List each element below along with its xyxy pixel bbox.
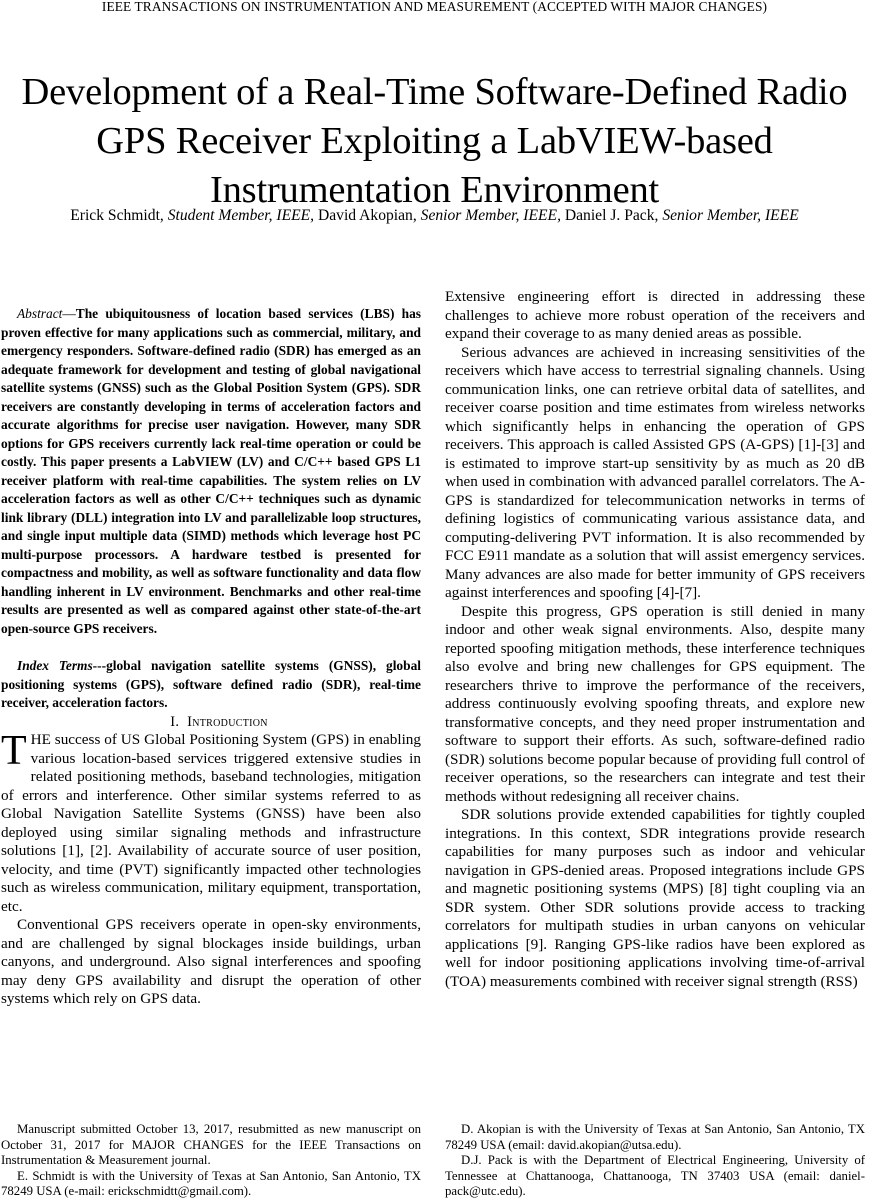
index-terms-dash: --- xyxy=(92,658,107,673)
footnotes-left xyxy=(1,1122,421,1200)
footnote-akopian: D. Akopian is with the University of Texas at San Antonio, San Antonio, TX 78249 USA (email: david.akopian@utsa.edu). xyxy=(445,1122,865,1152)
author-list xyxy=(20,205,849,226)
intro-paragraph-2: Conventional GPS receivers operate in open-sky environments, and are challenged by signal blockages inside buildings, urban canyons, and underground. Also signal interferences and spoofing may deny GPS availability and disrupt the operation of other systems which rely on GPS data. xyxy=(1,916,421,1007)
author-name-2: David Akopian, xyxy=(318,207,417,224)
footnotes-right xyxy=(445,1122,865,1200)
author-role-2: Senior Member, IEEE, xyxy=(420,207,561,224)
footnote-schmidt: E. Schmidt is with the University of Texas at San Antonio, San Antonio, TX 78249 USA (e-mail: erickschmidtt@gmail.com). xyxy=(1,1168,421,1199)
index-terms-label: Index Terms xyxy=(17,658,93,673)
intro-paragraph-5: Despite this progress, GPS operation is still denied in many indoor and other weak signal environments. Also, despite many reported spoofing mitigation methods, these interference techniques also evolve and bring new challenges for GPS equipment. The researchers thrive to improve the performance of the receivers, address continuously evolving spoofing threats, and explore new transformative concepts, and they need proper instrumentation and software to support their efforts. As such, software-defined radio (SDR) solutions become popular because of providing full control of receiver operations, so the researchers can integrate and test their methods without redesigning all receiver chains. xyxy=(445,602,865,805)
abstract xyxy=(1,305,421,638)
author-role-3: Senior Member, IEEE xyxy=(662,207,799,224)
author-name-3: Daniel J. Pack, xyxy=(564,207,659,224)
intro-paragraph-3: Extensive engineering effort is directed in addressing these challenges to achieve more robust operation of the receivers and expand their coverage to as many denied areas as possible. xyxy=(445,288,865,342)
abstract-dash: — xyxy=(62,306,76,321)
abstract-label: Abstract xyxy=(17,306,63,321)
index-terms xyxy=(1,657,421,713)
intro-paragraph-6: SDR solutions provide extended capabilities for tightly coupled integrations. In this context, SDR integrations provide research capabilities for many purposes such as indoor and vehicular navigation in GPS-denied areas. Proposed integrations include GPS and magnetic positioning systems (MPS) [8] tight coupling via an SDR system. Other SDR solutions provide access to tracking correlators for multipath studies in urban canyons on vehicular applications [9]. Ranging GPS-like radios have been explored as well for indoor positioning applications involving time-of-arrival (TOA) measurements combined with receiver signal strength (RSS) xyxy=(445,806,865,990)
footnote-manuscript: Manuscript submitted October 13, 2017, resubmitted as new manuscript on October 31, 2017 for MAJOR CHANGES for the IEEE Transactions on Instrumentation & Measurement journal. xyxy=(1,1122,421,1168)
abstract-text: The ubiquitousness of location based services (LBS) has proven effective for many applications such as commercial, military, and emergency responders. Software-defined radio (SDR) has emerged as an adequate framework for development and testing of global navigational satellite systems (GNSS) such as the Global Position System (GPS). SDR receivers are constantly developing in terms of acceleration factors and accurate algorithms for precise user navigation. However, many SDR options for GPS receivers currently lack real-time operation or could be costly. This paper presents a LabVIEW (LV) and C/C++ based GPS L1 receiver platform with real-time capabilities. The system relies on LV acceleration factors as well as other C/C++ techniques such as dynamic link library (DLL) integration into LV and parallelizable loop structures, and single input multiple data (SIMD) methods which leverage host PC multi-purpose processors. A hardware testbed is presented for compactness and mobility, as well as software functionality and data flow handling inherent in LV environment. Benchmarks and other real-time results are presented as well as compared against other state-of-the-art open-source GPS receivers. xyxy=(1,306,421,636)
intro-paragraph-4: Serious advances are achieved in increasing sensitivities of the receivers which have access to terrestrial signaling channels. Using communication links, one can retrieve orbital data of satellites, and receiver coarse position and time estimates from wireless networks which significantly helps in enhancing the operation of GPS receivers. This approach is called Assisted GPS (A-GPS) [1]-[3] and is estimated to improve start-up sensitivity by as much as 20 dB when used in combination with advanced parallel correlators. The A-GPS is standardized for telecommunication networks in terms of defining logistics of communicating various assistance data, and computing-delivering PVT information. It is also recommended by FCC E911 mandate as a solution that will assist emergency services. Many advances are also made for better immunity of GPS receivers against interferences and spoofing [4]-[7]. xyxy=(445,343,865,601)
footnote-pack: D.J. Pack is with the Department of Electrical Engineering, University of Tennessee at Chattanooga, Chattanooga, TN 37403 USA (email: daniel-pack@utc.edu). xyxy=(445,1153,865,1199)
index-terms-text: global navigation satellite systems (GNSS), global positioning systems (GPS), software defined radio (SDR), real-time receiver, acceleration factors. xyxy=(1,658,421,710)
author-role-1: Student Member, IEEE, xyxy=(167,207,315,224)
author-name-1: Erick Schmidt, xyxy=(70,207,164,224)
paper-title: Development of a Real-Time Software-Defined Radio GPS Receiver Exploiting a LabVIEW-based Instrumentation Environment xyxy=(21,71,848,211)
section-numeral: I. xyxy=(170,713,180,730)
section-heading-introduction xyxy=(1,713,421,732)
section-title: Introduction xyxy=(187,713,268,730)
drop-cap: T xyxy=(1,728,27,774)
intro-paragraph-1-text: HE success of US Global Positioning System (GPS) in enabling various location-based services triggered extensive studies in related positioning methods, baseband technologies, mitigation of errors and interference. Other similar systems referred to as Global Navigation Satellite Systems (GNSS) have been also deployed using similar signaling methods and infrastructure solutions [1], [2]. Availability of accurate source of user position, velocity, and time (PVT) significantly impacted other technologies such as wireless communication, military equipment, transportation, etc. xyxy=(1,731,421,915)
intro-paragraph-1 xyxy=(1,728,421,916)
right-column xyxy=(445,288,865,991)
running-header: IEEE TRANSACTIONS ON INSTRUMENTATION AND MEASUREMENT (ACCEPTED WITH MAJOR CHANGES) xyxy=(101,0,768,14)
left-column xyxy=(1,305,421,1009)
